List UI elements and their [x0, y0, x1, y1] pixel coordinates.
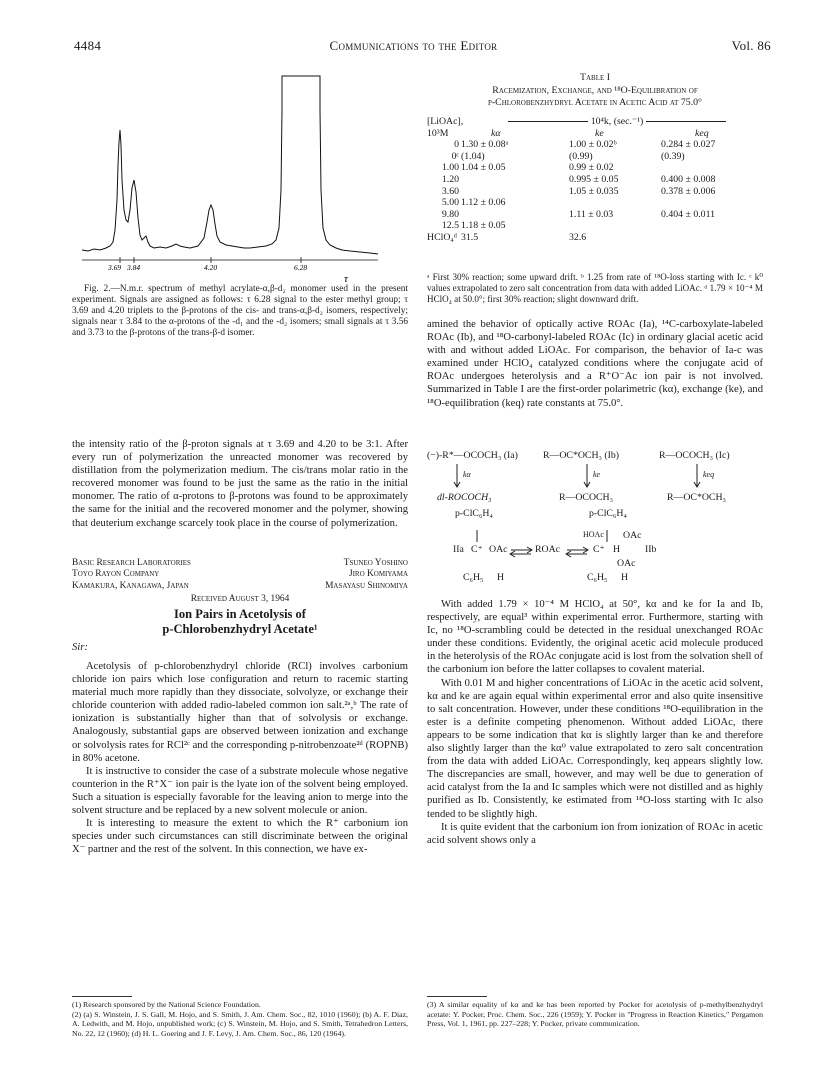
tick-label-2: 3.84: [127, 263, 141, 272]
table-title-line1: Racemization, Exchange, and ¹⁸O-Equilibration of: [492, 84, 698, 96]
table-header-span: 10⁴k, (sec.⁻¹): [479, 116, 755, 128]
page-number: 4484: [74, 38, 102, 53]
cell-ke: 1.00 ± 0.02ᵇ: [569, 139, 617, 151]
spectrum-trace: [82, 76, 378, 254]
cell-keq: 0.400 ± 0.008: [661, 173, 716, 185]
scheme-k-alpha: kα: [463, 470, 471, 479]
continuation-paragraph: the intensity ratio of the β-proton signals at τ 3.69 and 4.20 to be 3:1. After every run of polymerization the unreacted monomer was recovered by distillation from the polymerization medium. The cis/trans molar ratio in the recovered monomer was found to be just the same as the ratio in the initial monomer. The ratio of α-protons to β-protons was found to be approximately the same for the initial and the recovered monomer and the polymer, showing that deuterium exchange scarcely took place in the course of polymerization.: [72, 439, 408, 529]
right-paragraph-4: It is quite evident that the carbonium ion from ionization of ROAc in acetic acid solvent shows only a: [427, 821, 763, 846]
table-row: [427, 220, 763, 232]
cell-ke: 1.05 ± 0.035: [569, 185, 619, 197]
affil-location: Kamakura, Kanagawa, Japan: [72, 580, 189, 591]
right-column-intro: [427, 318, 763, 410]
scheme-aryl-1: p-ClC₆H₄: [455, 508, 493, 519]
footnotes-left: [72, 1000, 408, 1038]
table-header-ke: ke: [595, 127, 604, 139]
scheme-product-3: R—OC*OCH₃: [667, 492, 726, 503]
cell-ka: 1.30 ± 0.08ᵃ: [461, 139, 509, 151]
received-date: Received August 3, 1964: [190, 594, 290, 605]
salutation: Sir:: [72, 642, 88, 653]
nmr-spectrum-figure: [80, 70, 380, 300]
scheme-k-e: ke: [593, 470, 601, 479]
article-title: [72, 607, 408, 637]
scheme-k-eq: keq: [703, 470, 715, 479]
scheme-oac-mid: OAc: [489, 544, 508, 555]
footnote-1: (1) Research sponsored by the National Science Foundation.: [72, 1000, 261, 1009]
scheme-carbocation-2: C⁺: [593, 544, 605, 555]
cell-lioac: 0: [454, 139, 459, 151]
cell-lioac: 3.60: [441, 185, 459, 197]
cell-ke: 0.99 ± 0.02: [569, 162, 614, 174]
cell-ka: 1.12 ± 0.06: [461, 197, 506, 209]
right-paragraph-1: amined the behavior of optically active ROAc (Ia), ¹⁴C-carboxylate-labeled ROAc (Ib), and ¹⁸O-carbonyl-labeled ROAc (Ic) in ordinary glacial acetic acid with and without added LiOAc. For comparison, the behavior of Ia-c was examined under HClO₄ catalyzed conditions where the conjugate acid of ROAc undergoes heterolysis and a R⁺O⁻Ac ion pair is not involved. Summarized in Table I are the first-order polarimetric (kα), exchange (ke), and ¹⁸O-equilibration (keq) rate constants at 75.0°.: [427, 319, 763, 409]
table-notes: ᵃ First 30% reaction; some upward drift. ᵇ 1.25 from rate of ¹⁸O-loss starting with Ic. ᶜ k⁰ values extrapolated to zero salt concentration from data with added LiOAc. ᵈ 1.79 × 10⁻⁴ M HClO₄ at 50.0°; first 30% reaction; slight downward drift.: [427, 272, 763, 304]
footnote-rule-right: [427, 996, 487, 997]
scheme-product-1: dl-ROCOCH₃: [437, 492, 492, 503]
cell-ka: (1.04): [461, 150, 485, 162]
affil-lab: Basic Research Laboratories: [72, 558, 191, 568]
cell-lioac: 12.5: [441, 220, 459, 232]
cell-ka: 31.5: [461, 231, 479, 243]
article-paragraph-2: It is instructive to consider the case of a substrate molecule whose negative counterion in the R⁺X⁻ ion pair is the lyate ion of the solvent being employed. Such a situation is especially favorable for the leaving anion to merge into the solvent structure and be replaced by a new solvent molecule or anion.: [72, 765, 408, 817]
footnote-3: (3) A similar equality of kα and ke has been reported by Pocker for acetolysis of p-methylbenzhydryl acetate: Y. Pocker, Proc. Chem. Soc., 226 (1959); Y. Pocker in "Progress in Reaction Kinetics," Pergamon Press, Vol. 1, 1961, pp. 227–228; Y. Pocker, private communication.: [427, 1000, 763, 1029]
volume-label: Vol. 86: [731, 38, 771, 53]
cell-lioac: 5.00: [441, 197, 459, 209]
scheme-carbocation-1: C⁺: [471, 544, 483, 555]
left-continuation-text: [72, 438, 408, 530]
tick-label-1: 3.69: [108, 263, 122, 272]
table-row: [427, 186, 763, 198]
table-title-line2: p-Chlorobenzhydryl Acetate in Acetic Acid at 75.0°: [488, 97, 702, 108]
right-paragraph-3: With 0.01 M and higher concentrations of LiOAc in the acetic acid solvent, kα and ke are again equal within experimental error and also quite insensitive to salt concentration. However, under these conditions ¹⁸O-equilibration in the ester is a definite competing phenomenon. Without added LiOAc, there appears to be some indication that kα is slightly larger than ke and therefore also slightly larger than the kα⁰ value extrapolated to zero salt concentration from the data with added LiOAc. Correspondingly, keq appears slightly low. The discrepancies are small, however, and may well be due to generation of acid catalyst from the Ia and Ic samples which were not distilled and as highly purified as Ib. Consistently, ke estimated from ¹⁸O-loss starting with Ic also tended to be slightly high.: [427, 677, 763, 820]
table-header-row-1: [427, 116, 763, 128]
cell-ke: 1.11 ± 0.03: [569, 208, 614, 220]
cell-ka: 1.04 ± 0.05: [461, 162, 506, 174]
table-row: [427, 197, 763, 209]
scheme-phenyl-1: C₆H₅: [463, 572, 484, 583]
scheme-product-2: R—OCOCH₃: [559, 492, 614, 503]
table-header-units: 10³M: [427, 127, 449, 139]
cell-keq: 0.378 ± 0.006: [661, 185, 716, 197]
right-paragraph-2: With added 1.79 × 10⁻⁴ M HClO₄ at 50°, kα and ke for Ia and Ib, respectively, are equal³ within experimental error. Furthermore, starting with Ic, no ¹⁸O-scrambling could be detected in the residual unexchanged ROAc under these conditions. Evidently, the original acetic acid molecule produced in the heterolysis of the ROAc conjugate acid is lost from the solvation shell of the carbonium ion before the latter collapses to covalent material.: [427, 599, 763, 676]
scheme-hoac: HOAc: [583, 530, 604, 539]
right-column-body: [427, 598, 763, 847]
cell-keq: 0.284 ± 0.027: [661, 139, 716, 151]
figure-caption: Fig. 2.—N.m.r. spectrum of methyl acrylate-α,β-d₂ monomer used in the present experiment. Signals are assigned as follows: τ 6.28 signal to the ester methyl group; τ 3.69 and 4.20 triplets to the β-protons of the cis- and trans-α,β-d₂ isomers, respectively; signals near τ 3.84 to the α-protons of the -d₁ and the -d₂ isomers; small signals at τ 3.56 and 3.73 to the β-protons of the trans-β-d isomer.: [72, 284, 408, 339]
cell-keq: 0.404 ± 0.011: [661, 208, 715, 220]
article-title-line2: p-Chlorobenzhydryl Acetate¹: [162, 622, 318, 636]
cell-lioac: 9.80: [441, 208, 459, 220]
tau-axis-symbol: τ: [344, 273, 348, 285]
scheme-h-mid: H: [613, 544, 621, 555]
affiliation-block: [72, 558, 408, 606]
author-2: Jiro Komiyama: [348, 569, 408, 580]
journal-section-title: Communications to the Editor: [329, 38, 498, 53]
scheme-ia: (−)-R*—OCOCH₃ (Ia): [427, 450, 518, 461]
scheme-roac: ROAc: [535, 544, 561, 555]
cell-lioac: 1.20: [441, 173, 459, 185]
table-body: [427, 139, 763, 243]
footnotes-right: [427, 1000, 763, 1029]
scheme-iib: IIb: [645, 544, 657, 555]
author-3: Masayasu Shinomiya: [325, 580, 408, 591]
cell-lioac: 1.00: [441, 162, 459, 174]
scheme-oac-low: OAc: [617, 558, 636, 569]
reaction-scheme: [427, 446, 763, 596]
table-header-lioac: [LiOAc],: [427, 116, 464, 127]
article-title-line1: Ion Pairs in Acetolysis of: [174, 607, 306, 621]
table-header-keq: keq: [695, 127, 709, 139]
scheme-ic: R—OCOCH₃ (Ic): [659, 450, 730, 461]
table-header-ka: kα: [491, 127, 501, 139]
table-row: [427, 139, 763, 151]
scheme-ib: R—OC*OCH₃ (Ib): [543, 450, 620, 461]
footnote-rule-left: [72, 996, 132, 997]
table-header-row-2: [427, 128, 763, 140]
cell-ke: (0.99): [569, 150, 593, 162]
table-row: [427, 174, 763, 186]
cell-ke: 0.995 ± 0.05: [569, 173, 619, 185]
scheme-iia: IIa: [453, 544, 464, 555]
article-paragraph-1: Acetolysis of p-chlorobenzhydryl chloride (RCl) involves carbonium chloride ion pairs which lose configuration and return to racemic starting material much more rapidly than they dissociate, solvolyze, or exchange their chloride counterion with added radio-labeled common ion salt.²ᵃ,ᵇ The rate of ionization is substantially higher than that of solvolysis or exchange. Analogously, substantial gaps are observed between ionization and exchange or solvolysis rates for RCl²ᶜ and the corresponding p-nitrobenzoate²ᵈ (ROPNB) in 80% acetone.: [72, 661, 408, 764]
table-row: [427, 151, 763, 163]
cell-keq: (0.39): [661, 150, 685, 162]
table-row: [427, 232, 763, 244]
data-table: [427, 116, 763, 244]
scheme-h-1: H: [497, 572, 505, 583]
table-row: [427, 209, 763, 221]
tick-label-4: 6.28: [294, 263, 308, 272]
table-label: Table I: [580, 72, 610, 83]
table-row: [427, 162, 763, 174]
article-paragraph-3: It is interesting to measure the extent to which the R⁺ carbonium ion species under such circumstances can still discriminate between the original X⁻ partner and the rest of the solvent. In this connection, we have ex-: [72, 818, 408, 856]
table-title: [427, 72, 763, 110]
tick-label-3: 4.20: [204, 263, 218, 272]
scheme-oac-top: OAc: [623, 530, 642, 541]
article-body-left: [72, 660, 408, 856]
scheme-aryl-2: p-ClC₆H₄: [589, 508, 627, 519]
scheme-phenyl-2: C₆H₅: [587, 572, 608, 583]
author-1: Tsuneo Yoshino: [343, 558, 408, 568]
cell-ke: 32.6: [569, 231, 587, 243]
cell-lioac: 0ᶜ: [451, 150, 459, 162]
affil-company: Toyo Rayon Company: [72, 569, 160, 580]
cell-lioac: HClO₄ᵈ: [427, 231, 457, 243]
cell-ka: 1.18 ± 0.05: [461, 220, 506, 232]
scheme-h-2: H: [621, 572, 629, 583]
footnote-2: (2) (a) S. Winstein, J. S. Gall, M. Hojo, and S. Smith, J. Am. Chem. Soc., 82, 1010 (1960); (b) A. F. Diaz, A. Ledwith, and M. Hojo, unpublished work; (c) S. Winstein, M. Hojo, and S. Smith, Tetrahedron Letters, No. 22, 12 (1960); (d) H. L. Goering and J. F. Levy, J. Am. Chem. Soc., 86, 120 (1964).: [72, 1009, 408, 1038]
